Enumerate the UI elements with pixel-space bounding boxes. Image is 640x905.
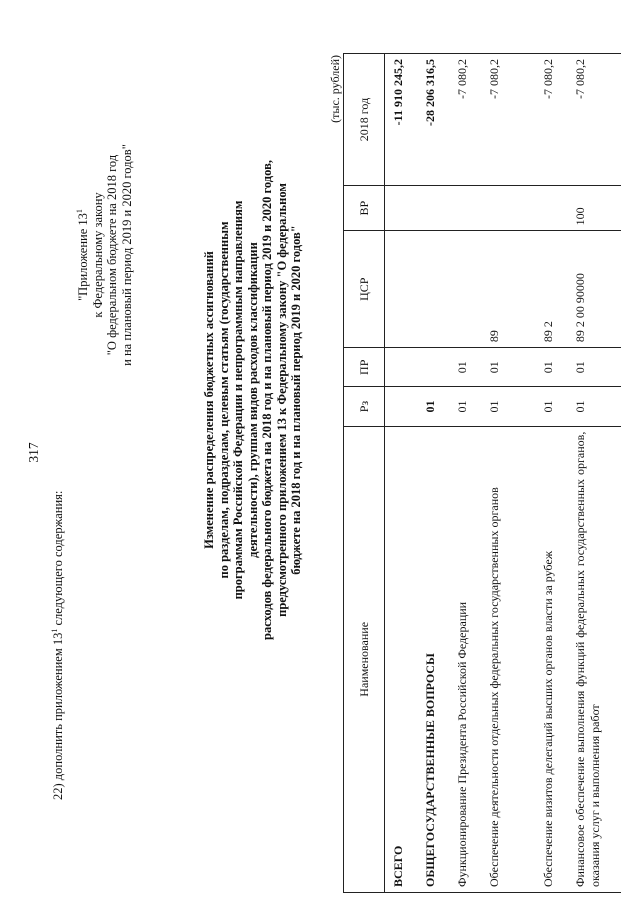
row-vr	[417, 186, 449, 231]
title-line: предусмотренного приложением 13 к Федеральному закону "О федеральном	[274, 183, 289, 617]
table-row	[385, 54, 418, 893]
row-name: Финансовое обеспечение выполнения функций федеральных государственных органов, оказания услуг и выполнения работ	[567, 426, 621, 892]
row-name: Обеспечение деятельности отдельных федеральных государственных органов	[481, 426, 535, 892]
intro-text-after: следующего содержания:	[51, 490, 66, 629]
document-title	[202, 130, 304, 670]
row-value: -11 910 245,2	[385, 54, 418, 186]
row-vr	[449, 186, 481, 231]
row-name: Функционирование Президента Российской Федерации	[449, 426, 481, 892]
header-vr: ВР	[344, 186, 385, 231]
row-value: -7 080,2	[567, 54, 621, 186]
row-name: ОБЩЕГОСУДАРСТВЕННЫЕ ВОПРОСЫ	[417, 426, 449, 892]
row-vr	[535, 186, 567, 231]
row-rz: 01	[567, 387, 621, 426]
header-name: Наименование	[344, 426, 385, 892]
row-pr: 01	[567, 348, 621, 387]
row-csr	[417, 231, 449, 348]
row-value: -7 080,2	[449, 54, 481, 186]
row-name: Обеспечение визитов делегаций высших органов власти за рубеж	[535, 426, 567, 892]
page-number: 317	[26, 442, 41, 463]
table-row	[567, 54, 621, 893]
table-row	[535, 54, 567, 893]
title-line: расходов федерального бюджета на 2018 год и на плановый период 2019 и 2020 годов,	[260, 160, 274, 640]
row-pr	[417, 348, 449, 387]
row-rz: 01	[481, 387, 535, 426]
row-pr: 01	[481, 348, 535, 387]
table-row	[417, 54, 449, 893]
appendix-line-1	[73, 75, 91, 435]
title-line: программам Российской Федерации и непрограммным направлениям	[231, 200, 245, 600]
title-line: деятельности), группам видов расходов классификации	[245, 242, 260, 558]
units-label: (тыс. рублей)	[328, 55, 342, 123]
appendix-line-3: "О федеральном бюджете на 2018 год	[105, 154, 120, 356]
header-year: 2018 год	[344, 54, 385, 186]
intro-superscript: 1	[50, 628, 59, 633]
row-vr: 100	[567, 186, 621, 231]
header-pr: ПР	[344, 348, 385, 387]
row-pr	[385, 348, 418, 387]
row-rz: 01	[417, 387, 449, 426]
title-line: по разделам, подразделам, целевым статьям (государственным	[216, 221, 231, 579]
appendix-line-4: и на плановый период 2019 и 2020 годов"	[119, 144, 134, 366]
title-line: бюджете на 2018 год и на плановый период 2019 и 2020 годов"	[289, 225, 303, 575]
table-row	[449, 54, 481, 893]
row-csr: 89	[481, 231, 535, 348]
row-rz: 01	[449, 387, 481, 426]
table-header-row	[344, 54, 385, 893]
budget-table	[343, 53, 621, 893]
row-vr	[385, 186, 418, 231]
appendix-header	[73, 75, 134, 435]
row-rz: 01	[535, 387, 567, 426]
title-line: Изменение распределения бюджетных ассигнований	[202, 251, 216, 549]
row-value: -7 080,2	[535, 54, 567, 186]
row-pr: 01	[535, 348, 567, 387]
header-csr: ЦСР	[344, 231, 385, 348]
row-rz	[385, 387, 418, 426]
appendix-line-2: к Федеральному закону	[90, 192, 105, 318]
intro-text-before: 22) дополнить приложением 13	[51, 632, 66, 800]
row-csr	[385, 231, 418, 348]
row-csr	[449, 231, 481, 348]
row-csr: 89 2 00 90000	[567, 231, 621, 348]
row-pr: 01	[449, 348, 481, 387]
row-value: -7 080,2	[481, 54, 535, 186]
table-row	[481, 54, 535, 893]
row-csr: 89 2	[535, 231, 567, 348]
appendix-number: "Приложение 13	[76, 213, 91, 301]
header-rz: Рз	[344, 387, 385, 426]
row-value: -28 206 316,5	[417, 54, 449, 186]
intro-line	[50, 491, 66, 800]
appendix-superscript: 1	[75, 209, 84, 214]
row-vr	[481, 186, 535, 231]
row-name: ВСЕГО	[385, 426, 418, 892]
